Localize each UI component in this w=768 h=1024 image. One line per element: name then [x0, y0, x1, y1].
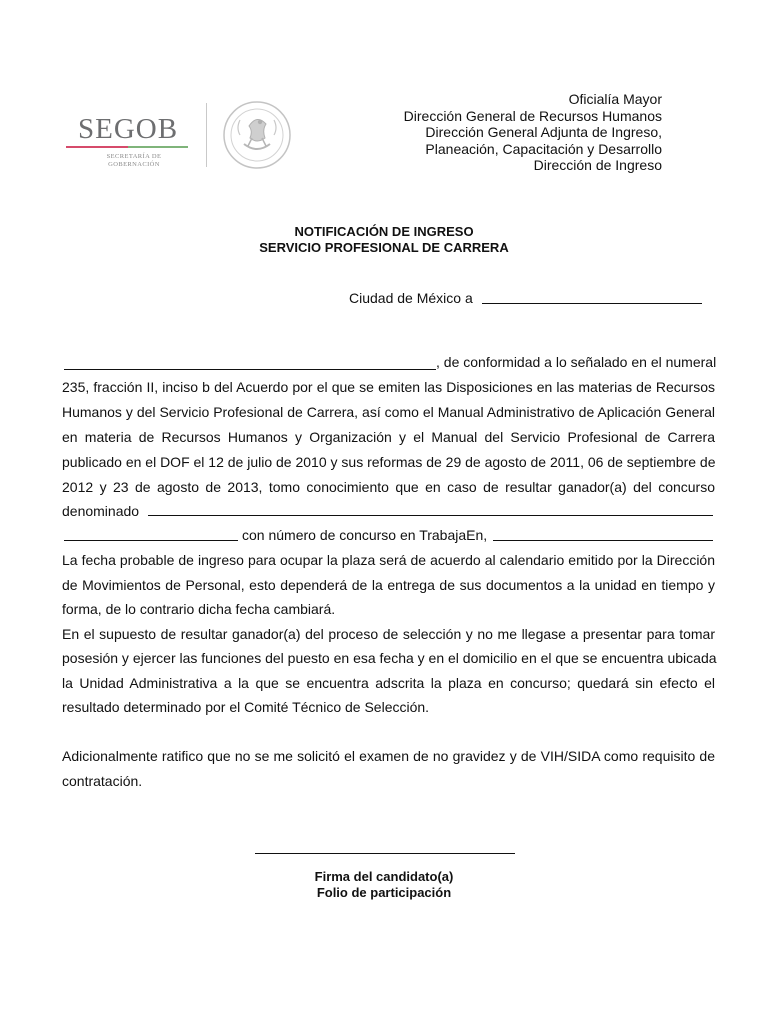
logo-divider — [206, 103, 207, 167]
body-p3-line-2: posesión y ejercer las funciones del puesto en esa fecha y en el domicilio en el que se encuentra ubicada — [62, 650, 717, 666]
header-line-planeacion: Planeación, Capacitación y Desarrollo — [425, 140, 662, 157]
body-line-1-tail: , de conformidad a lo señalado en el numeral — [436, 354, 717, 370]
header-line-oficialia: Oficialía Mayor — [568, 91, 662, 107]
segob-wordmark: SEGOB — [78, 113, 179, 145]
logo-rule-red — [66, 146, 128, 148]
mexican-coat-of-arms-icon — [222, 100, 292, 170]
body-line-6: 2012 y 23 de agosto de 2013, tomo conocimiento que en caso de resultar ganador(a) del concurso — [62, 479, 715, 495]
body-line-2: 235, fracción II, inciso b del Acuerdo por el que se emiten las Disposiciones en las materias de Recursos — [62, 379, 715, 395]
body-p2-line-1: La fecha probable de ingreso para ocupar la plaza será de acuerdo al calendario emitido por la Dirección — [62, 552, 715, 568]
segob-subtitle — [98, 153, 170, 169]
title-line1: NOTIFICACIÓN DE INGRESO — [294, 224, 474, 239]
body-p4-line-2: contratación. — [62, 773, 143, 789]
body-p3-line-3: la Unidad Administrativa a la que se encuentra adscrita la plaza en concurso; quedará sin efecto el — [62, 675, 715, 691]
contest-name-blank-field[interactable] — [148, 515, 713, 516]
body-p3-line-1: En el supuesto de resultar ganador(a) del proceso de selección y no me llegase a presentar para tomar — [62, 626, 715, 642]
header-institution-block — [404, 91, 662, 174]
document-title — [0, 224, 768, 256]
signature-label: Firma del candidato(a) — [314, 869, 454, 884]
header-line-direccion-general: Dirección General de Recursos Humanos — [403, 107, 662, 124]
body-p3-line-4: resultado determinado por el Comité Técnico de Selección. — [62, 699, 430, 715]
body-p2-line-2: de Movimientos de Personal, esto dependerá de la entrega de sus documentos a la unidad en tiempo y — [62, 577, 715, 593]
signature-line[interactable] — [255, 853, 515, 854]
date-blank-field[interactable] — [482, 303, 702, 304]
body-line-8-mid: con número de concurso en TrabajaEn, — [242, 527, 488, 543]
body-line-4: en materia de Recursos Humanos y Organización y el Manual del Servicio Profesional de Carrera — [62, 429, 715, 445]
body-line-3: Humanos y del Servicio Profesional de Carrera, así como el Manual Administrativo de Aplicación General — [62, 404, 715, 420]
logo-rule-green — [128, 146, 188, 148]
body-p4-line-1: Adicionalmente ratifico que no se me solicitó el examen de no gravidez y de VIH/SIDA como requisito de — [62, 748, 715, 764]
place-label: Ciudad de México a — [349, 290, 473, 306]
candidate-name-blank-field[interactable] — [64, 369, 436, 370]
body-line-5: publicado en el DOF el 12 de julio de 2010 y sus reformas de 29 de agosto de 2011, 06 de septiembre de — [62, 454, 716, 470]
header-line-direccion-adjunta: Dirección General Adjunta de Ingreso, — [425, 124, 662, 140]
title-line2: SERVICIO PROFESIONAL DE CARRERA — [259, 240, 509, 255]
signature-block — [0, 869, 768, 901]
header-line-direccion-ingreso: Dirección de Ingreso — [533, 157, 662, 173]
contest-number-blank-field[interactable] — [493, 540, 713, 541]
body-p2-line-3: forma, de lo contrario dicha fecha cambiará. — [62, 601, 336, 617]
folio-label: Folio de participación — [316, 885, 452, 900]
segob-subtitle-line2: GOBERNACIÓN — [108, 161, 160, 168]
body-line-7-head: denominado — [62, 503, 140, 519]
contest-name-blank-field-cont[interactable] — [64, 540, 238, 541]
segob-subtitle-line1: SECRETARÍA DE — [106, 153, 162, 160]
